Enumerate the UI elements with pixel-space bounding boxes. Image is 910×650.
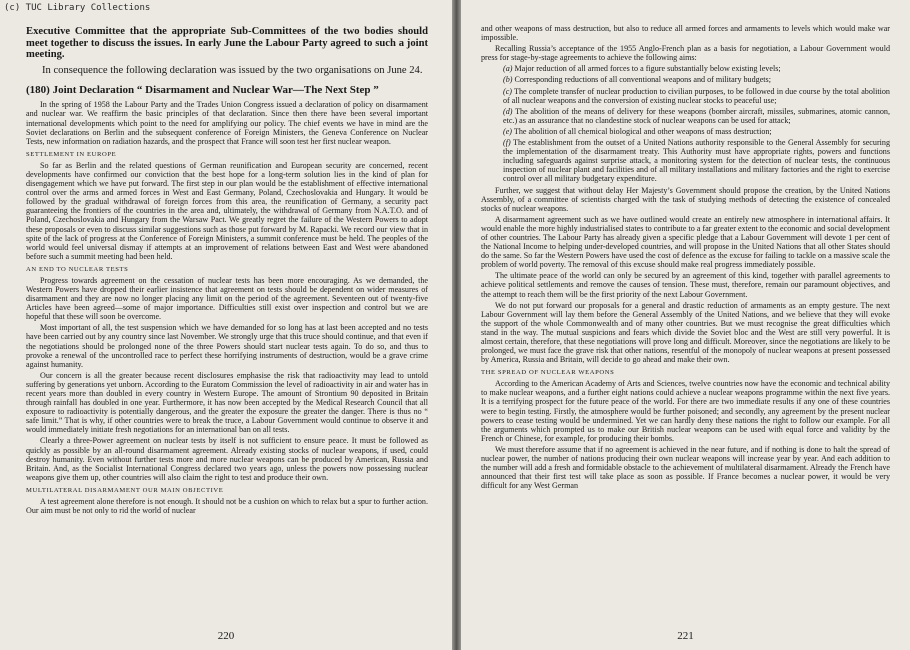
aim-item-f: (f) The establishment from the outset of a United Nations authority responsible to the General Assembly for securing the implementation of the disarmament treaty. This Authority must have appropriate rights, powers and functions including safeguards against surprise attack, a monitoring system for the detection of nuclear tests, the continuous inspection of nuclear plant and facilities and of all military installations and military factories and the right to exercise control over all military budgetary expenditure. [503,138,890,184]
opening-paragraph: Executive Committee that the appropriate Sub-Committees of the two bodies should meet together to discuss the issues. In early June the Labour Party agreed to such a joint meeting. [26,26,428,61]
continued-paragraph: and other weapons of mass destruction, but also to reduce all armed forces and armaments to levels which would make war impossible. [481,24,890,43]
aim-item-c: (c) The complete transfer of nuclear production to civilian purposes, to be followed in due course by the total abolition of all nuclear weapons and the conversion of existing nuclear stocks to peaceful use; [503,86,890,105]
consequence-paragraph: In consequence the following declaration was issued by the two organisations on June 24. [42,64,423,76]
collection-watermark: (c) TUC Library Collections [4,3,151,13]
right-page [461,0,910,650]
intro-paragraph: In the spring of 1958 the Labour Party and the Trades Union Congress issued a declaration of policy on disarmament and nuclear war. We reaffirm the basic principles of that declaration. Since then there have been several important international developments which point to the need for amplifying our policy. The chief events we have in mind are the Soviet declarations on Berlin and the subsequent conference of Foreign Ministers, the Geneva Conference on Nuclear Tests, new information on radiation hazards, and the prospect that France will soon test her first nuclear weapon. [26,100,428,146]
tests-paragraph-3: Our concern is all the greater because recent disclosures emphasise the risk that radioactivity may lead to untold suffering by generations yet unborn. According to the Euratom Commission the level of radioactivity in air and water has in recent years more than doubled in every country in Western Europe. The amount of Strontium 90 deposited in Britain through rainfall has doubled in one year. Furthermore, it has now been accepted by the Medical Research Council that all exposure to radioactivity is potentially dangerous, and the greater the exposure the greater the danger. There is thus no “ safe limit.” That is why, if other countries were to break the truce, a Labour Government would continue to observe it and would immediately initiate fresh negotiations for an international ban on all tests. [26,370,428,435]
section-heading-tests: AN END TO NUCLEAR TESTS [26,265,129,273]
book-gutter [452,0,461,650]
committee-paragraph: Further, we suggest that without delay Her Majesty’s Government should propose the creation, by the United Nations Assembly, of a committee of scientists charged with the task of studying methods of detecting the existence of concealed stocks of nuclear weapons. [481,185,890,213]
spread-paragraph-2: We must therefore assume that if no agreement is achieved in the near future, and if nothing is done to halt the spread of nuclear power, the number of nations producing their own nuclear weapons will increase year by year. And each addition to the number will add a fresh and formidable obstacle to the achievement of multilateral disarmament. Already the French have announced that their first test will take place as soon as possible. If France becomes a nuclear power, it would be very difficult for any West German [481,444,890,491]
tests-paragraph-2: Most important of all, the test suspension which we have demanded for so long has at last been accepted and no tests have been carried out by any country since last November. We strongly urge that this truce should continue, and that even if the negotiations should be prolonged none of the three Powers should start nuclear tests again. To do so, and thus to provoke a renewal of the uncontrolled race to perfect these horrifying instruments of destruction, would be a grave crime against humanity. [26,323,428,369]
section-heading-settlement: SETTLEMENT IN EUROPE [26,150,117,158]
declaration-heading: (180) Joint Declaration “ Disarmament and Nuclear War—The Next Step ” [26,84,379,97]
section-heading-multilateral: MULTILATERAL DISARMAMENT OUR MAIN OBJECTIVE [26,486,224,494]
tests-paragraph-4: Clearly a three-Power agreement on nuclear tests by itself is not sufficient to ensure peace. It must be followed as quickly as possible by an all-round disarmament agreement. Already existing stocks of nuclear weapons, if used, could destroy humanity. Even without further tests more and more nuclear weapons can be produced by American, Russia and Britain. And, as the Socialist International Congress declared two years ago, unless the powers now possessing nuclear weapons give them up, other countries will also claim the right to test and produce their own. [26,436,428,482]
section-heading-spread: THE SPREAD OF NUCLEAR WEAPONS [481,369,615,377]
aim-item-a: (a) Major reduction of all armed forces to a figure substantially below existing levels; [503,64,781,74]
recalling-paragraph: Recalling Russia’s acceptance of the 1955 Anglo-French plan as a basis for negotiation, a Labour Government would press for stage-by-stage agreements to achieve the following aims: [481,44,890,63]
multilateral-paragraph: A test agreement alone therefore is not enough. It should not be a cushion on which to relax but a spur to further action. Our aim must be not only to rid the world of nuclear [26,496,428,516]
aim-item-b: (b) Corresponding reductions of all conventional weapons and of military budgets; [503,75,771,85]
aim-item-d: (d) The abolition of the means of delivery for these weapons (bomber aircraft, missiles, submarines, atomic cannon, etc.) as an assurance that no clandestine stock of nuclear weapons can be used for attack; [503,106,890,125]
spread-paragraph-1: According to the American Academy of Arts and Sciences, twelve countries now have the economic and technical ability to make nuclear weapons, and a further eight nations could achieve a nuclear weapons programme within the next five years. It is a terrifying prospect for the future peace of the world. For there are two immediate results if any one of these countries were to begin testing. Firstly, the atmosphere would be further poisoned; and secondly, any agreement by the present nuclear powers to cease testing would be undermined. Yet we can hardly deny these nations the right to follow our example. For all the arguments which prompted us to make our British nuclear weapons can be used with equal force and validity by the French or Chinese, for example, for producing their bombs. [481,379,890,443]
settlement-paragraph: So far as Berlin and the related questions of German reunification and European security are concerned, recent developments have confirmed our conviction that the best hope for a long-term solution lies in the kind of plan for disengagement which we have put forward. The first step in our plan would be the establishment of effective international control over the arms and armed forces in West and East Germany, Poland, Czechoslovakia and Hungary. It would be followed by the gradual withdrawal of foreign forces from this area, the reunification of Germany, a security pact guaranteeing the frontiers of the countries in the area and, ultimately, the withdrawal of Germany from N.A.T.O. and of Poland, Czechoslovakia and Hungary from the Warsaw Pact. We greatly regret the failure of the Western Powers to adopt these proposals or even to discuss similar suggestions such as those put forward by M. Rapacki. We record our view that in spite of the lack of progress at the Conference of Foreign Ministers, a summit conference must be held. The peoples of the world would feel universal dismay if attempts at an improvement of relations between East and West were abandoned before such a summit meeting had been held. [26,160,428,261]
page-number-left: 220 [217,630,235,642]
left-page [0,0,452,650]
tests-paragraph-1: Progress towards agreement on the cessation of nuclear tests has been more encouraging. As we demanded, the Western Powers have dropped their earlier insistence that agreement on tests should be dependent on wider measures of disarmament and they are now no longer placing any limit on the period of the agreement. Seventeen out of twenty-five Articles have been agreed—some of major importance. Difficulties still exist over inspection and control but we are hopeful that these will soon be overcome. [26,275,428,322]
ultimate-peace-paragraph: The ultimate peace of the world can only be secured by an agreement of this kind, together with parallel agreements to achieve political settlements and remove the causes of tension. These must, therefore, remain our paramount objectives, and the attempt to reach them will be the first priority of the next Labour Government. [481,271,890,299]
page-number-right: 221 [677,630,694,642]
atmosphere-paragraph: A disarmament agreement such as we have outlined would create an entirely new atmosphere in international affairs. It would enable the more highly industrialised states to contribute to a far greater extent to the economic and social development of other countries. The Labour Party has already given a specific pledge that a Labour Government will devote 1 per cent of the National Income to helping under-developed countries, and will propose in the United Nations that all other States should do the same. So far the Western Powers have used the cost of defence as the excuse for failing to tackle on a massive scale the problem of world poverty. The removal of this excuse should make real progress immediately possible. [481,214,890,270]
proposals-paragraph: We do not put forward our proposals for a general and drastic reduction of armaments as an empty gesture. The next Labour Government will lay them before the General Assembly of the United Nations, and we believe that they will evoke the support of the whole Commonwealth and of many other countries. But we must recognise the great difficulties which stand in the way. The mutual suspicions and fears which divide the Soviet bloc and the West are still very powerful. It is almost certain, therefore, that these negotiations will prove long and difficult. Moreover, since the negotiations are likely to be prolonged, we must face the grave risk that other nations, resentful of the monopoly of nuclear weapons at present possessed by America, Russia and Britain, will decide to go ahead and make their own. [481,300,890,365]
aim-item-e: (e) The abolition of all chemical biological and other weapons of mass destruction; [503,126,772,136]
